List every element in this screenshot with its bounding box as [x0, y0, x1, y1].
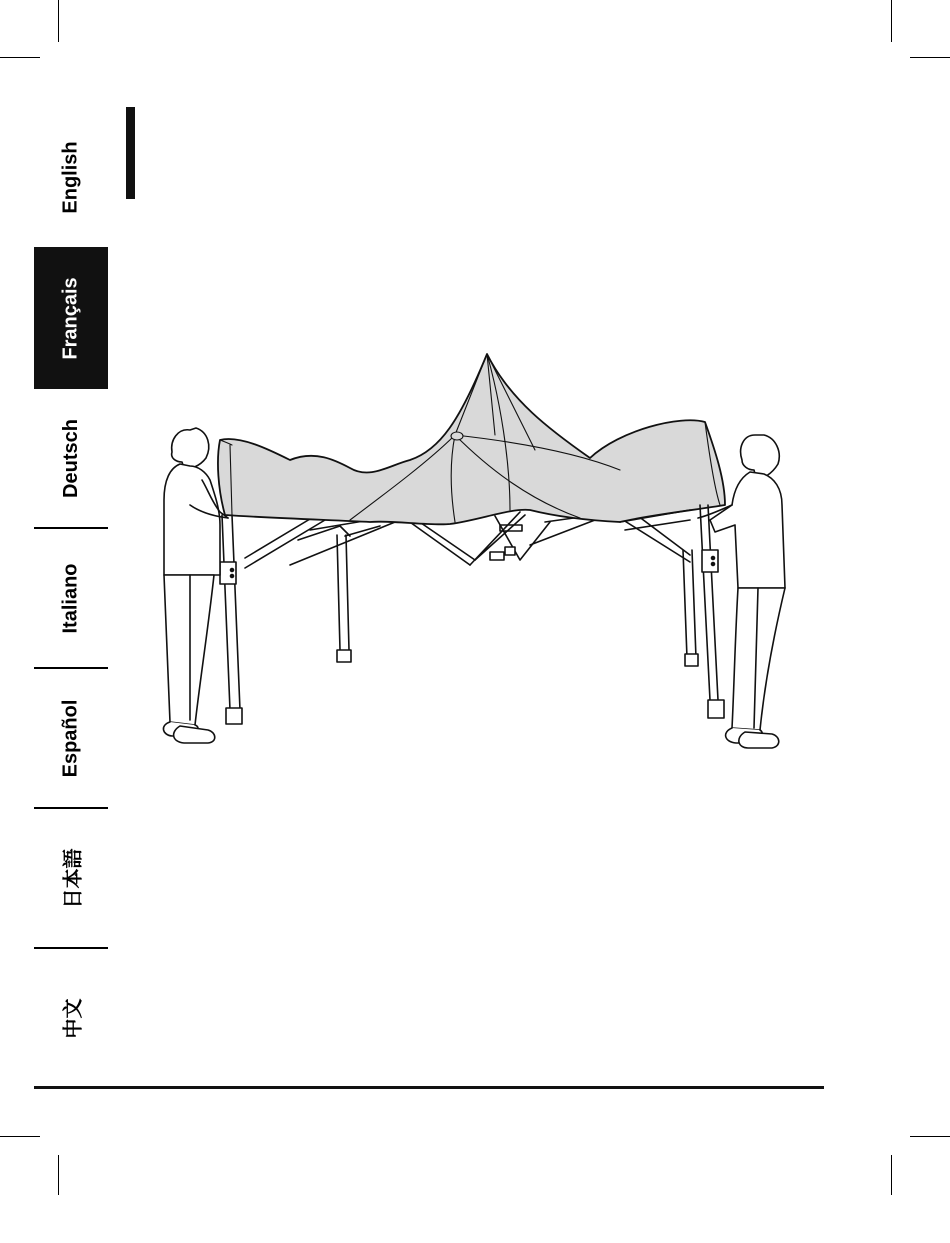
tab-francais-label: Français	[59, 276, 82, 360]
canopy-assembly-illustration	[150, 340, 800, 760]
crop-mark-bottom-left-v	[58, 1155, 59, 1195]
tab-chinese-label: 中文	[62, 998, 85, 1038]
tab-espanol-label: Español	[59, 699, 82, 777]
leg-foot	[337, 650, 351, 662]
crop-mark-bottom-left-h	[0, 1136, 40, 1137]
tab-chinese[interactable]	[34, 950, 108, 1086]
tab-italiano-label: Italiano	[59, 562, 82, 634]
tab-japanese[interactable]	[34, 810, 108, 946]
crop-mark-top-left-v	[58, 0, 59, 42]
tab-separator	[34, 667, 108, 669]
leg-foot	[226, 708, 242, 724]
crop-mark-top-right-h	[910, 57, 950, 58]
section-marker-bar	[126, 107, 135, 199]
tab-japanese-label: 日本語	[62, 848, 85, 908]
crop-mark-top-left-h	[0, 57, 40, 58]
front-left-leg	[220, 515, 242, 724]
canopy	[218, 354, 725, 524]
footer-rule	[34, 1086, 824, 1089]
tab-deutsch[interactable]	[34, 390, 108, 526]
crop-mark-top-right-v	[891, 0, 892, 42]
tab-deutsch-label: Deutsch	[59, 418, 82, 498]
tab-italiano[interactable]	[34, 530, 108, 666]
front-right-leg	[620, 505, 724, 718]
leg-foot	[685, 654, 698, 666]
crop-mark-bottom-right-v	[891, 1155, 892, 1195]
leg-foot	[708, 700, 724, 718]
crop-mark-bottom-right-h	[910, 1136, 950, 1137]
tab-english[interactable]	[34, 110, 108, 245]
tab-espanol[interactable]	[34, 670, 108, 806]
tab-separator	[34, 527, 108, 529]
tab-francais[interactable]	[34, 247, 108, 389]
tab-english-label: English	[59, 141, 82, 214]
tab-separator	[34, 807, 108, 809]
tab-separator	[34, 947, 108, 949]
